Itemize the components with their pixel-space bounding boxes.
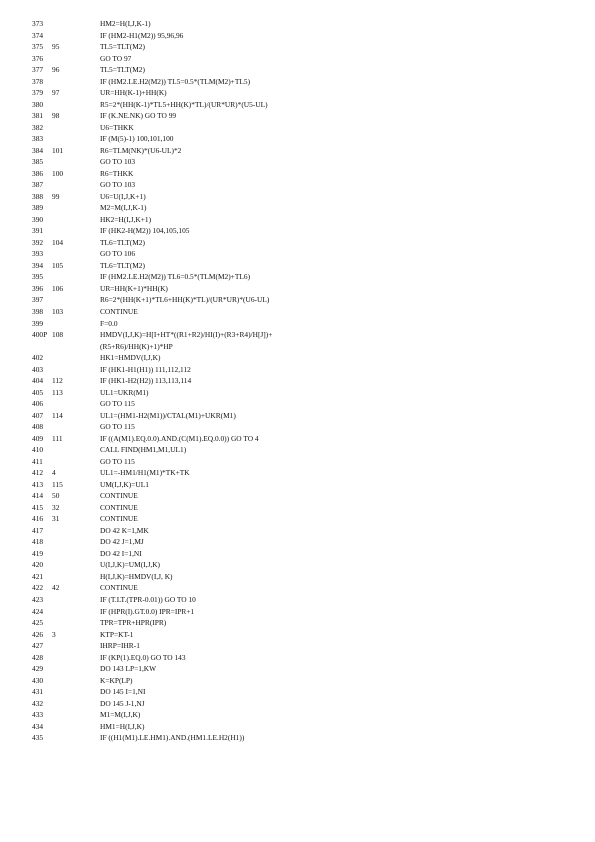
line-number: 375 xyxy=(32,42,44,52)
statement-label: 31 xyxy=(52,514,60,524)
line-number: 402 xyxy=(32,353,44,363)
statement-text: UR=HH(K-1)+HH(K) xyxy=(100,88,167,98)
line-number: 385 xyxy=(32,157,44,167)
statement-text: DO 42 J=1,MJ xyxy=(100,537,144,547)
line-number: 395 xyxy=(32,272,44,282)
statement-text: M2=M(I,J,K-1) xyxy=(100,203,147,213)
code-line xyxy=(0,732,595,743)
code-line xyxy=(0,433,595,444)
statement-label: 98 xyxy=(52,111,60,121)
code-line xyxy=(0,122,595,133)
code-line xyxy=(0,513,595,524)
code-line xyxy=(0,421,595,432)
statement-text: CONTINUE xyxy=(100,514,138,524)
statement-text: GO TO 115 xyxy=(100,456,135,466)
line-number: 400P xyxy=(32,330,48,340)
statement-text: GO TO 115 xyxy=(100,422,135,432)
code-line xyxy=(0,294,595,305)
line-number: 390 xyxy=(32,214,44,224)
statement-label: 106 xyxy=(52,283,64,293)
code-line xyxy=(0,76,595,87)
code-line xyxy=(0,559,595,570)
statement-text: R6=2*(HH(K+1)*TL6+HH(K)*TL)/(UR*UR)*(U6-UL) xyxy=(100,295,270,305)
code-line xyxy=(0,456,595,467)
code-line xyxy=(0,698,595,709)
line-number: 428 xyxy=(32,652,44,662)
code-line xyxy=(0,64,595,75)
line-number: 423 xyxy=(32,595,44,604)
statement-label: 100 xyxy=(52,168,64,178)
line-number: 424 xyxy=(32,606,44,616)
line-number: 386 xyxy=(32,168,44,178)
statement-text: HM1=H(I,J,K) xyxy=(100,721,145,731)
statement-label: 113 xyxy=(52,387,63,397)
code-line xyxy=(0,617,595,628)
code-line xyxy=(0,99,595,110)
statement-text: M1=M(I,J,K) xyxy=(100,710,141,720)
code-line xyxy=(0,502,595,513)
line-number: 415 xyxy=(32,502,44,512)
statement-text: IF (M(5)-1) 100,101,100 xyxy=(100,134,174,144)
statement-text: IF (HM2.LE.H2(M2)) TL5=0.5*(TLM(M2)+TL5) xyxy=(100,76,251,86)
line-number: 412 xyxy=(32,468,44,478)
statement-text: R5=2*(HH(K-1)*TL5+HH(K)*TL)/(UR*UR)*(U5-UL) xyxy=(100,99,268,109)
line-number: 421 xyxy=(32,571,44,581)
statement-text: HK2=H(I,J,K+1) xyxy=(100,214,152,224)
line-number: 397 xyxy=(32,295,44,305)
statement-text: UL1=-HM1/H1(M1)*TK+TK xyxy=(100,468,190,478)
statement-text: R6=TLM(NK)*(U6-UL)*2 xyxy=(100,145,182,155)
line-number: 429 xyxy=(32,664,44,674)
code-line xyxy=(0,248,595,259)
statement-label: 101 xyxy=(52,145,64,155)
code-line xyxy=(0,686,595,697)
statement-text: IF (HK2-H(M2)) 104,105,105 xyxy=(100,226,190,236)
line-number: 383 xyxy=(32,134,44,144)
statement-text: HK1=HMDV(I,J,K) xyxy=(100,353,161,363)
statement-text: DO 42 I=1,NI xyxy=(100,548,142,558)
statement-text: GO TO 97 xyxy=(100,53,132,63)
line-number: 392 xyxy=(32,237,44,247)
line-number: 387 xyxy=(32,180,44,190)
code-line xyxy=(0,548,595,559)
statement-text: GO TO 103 xyxy=(100,157,136,167)
statement-label: 112 xyxy=(52,376,63,386)
code-line xyxy=(0,721,595,732)
statement-label: 50 xyxy=(52,491,60,501)
statement-text: U6=U(I,J,K+1) xyxy=(100,191,146,201)
line-number: 410 xyxy=(32,445,44,455)
statement-label: 104 xyxy=(52,237,64,247)
line-number: 377 xyxy=(32,65,44,75)
code-line xyxy=(0,191,595,202)
line-number: 416 xyxy=(32,514,44,524)
statement-label: 97 xyxy=(52,88,60,98)
code-line xyxy=(0,202,595,213)
statement-text: IF (HM2-H1(M2)) 95,96,96 xyxy=(100,30,184,40)
line-number: 420 xyxy=(32,560,44,570)
statement-text: CONTINUE xyxy=(100,307,138,316)
code-line xyxy=(0,652,595,663)
statement-text: GO TO 103 xyxy=(100,180,136,190)
statement-label: 114 xyxy=(52,410,63,420)
code-line xyxy=(0,709,595,720)
code-line xyxy=(0,341,595,352)
code-line xyxy=(0,640,595,651)
line-number: 431 xyxy=(32,687,44,697)
statement-text: IHRP=IHR-1 xyxy=(100,641,140,651)
code-line xyxy=(0,110,595,121)
code-line xyxy=(0,53,595,64)
line-number: 379 xyxy=(32,88,44,98)
statement-label: 96 xyxy=(52,65,60,75)
statement-label: 99 xyxy=(52,191,60,201)
code-line xyxy=(0,329,595,340)
line-number: 373 xyxy=(32,19,44,28)
statement-text: F=0.0 xyxy=(100,318,118,328)
code-line xyxy=(0,87,595,98)
line-number: 408 xyxy=(32,422,44,432)
line-number: 374 xyxy=(32,30,44,40)
statement-text: CALL FIND(HM1,M1,UL1) xyxy=(100,445,187,455)
code-line xyxy=(0,318,595,329)
code-line xyxy=(0,306,595,317)
code-line xyxy=(0,145,595,156)
line-number: 404 xyxy=(32,376,44,386)
statement-text: UL1=(HM1-H2(M1))/CTAL(M1)+UKR(M1) xyxy=(100,410,236,420)
line-number: 411 xyxy=(32,456,43,466)
line-number: 388 xyxy=(32,191,44,201)
line-number: 381 xyxy=(32,111,44,121)
statement-label: 95 xyxy=(52,42,60,52)
statement-text: IF ((H1(M1).LE.HM1).AND.(HM1.LE.H2(H1)) xyxy=(100,733,245,743)
code-line xyxy=(0,375,595,386)
code-line xyxy=(0,364,595,375)
line-number: 422 xyxy=(32,583,44,593)
statement-label: 3 xyxy=(52,629,56,639)
code-line xyxy=(0,536,595,547)
code-line xyxy=(0,41,595,52)
statement-text: IF (HPR(I).GT.0.0) IPR=IPR+1 xyxy=(100,606,195,616)
code-line xyxy=(0,467,595,478)
line-number: 430 xyxy=(32,675,44,685)
code-line xyxy=(0,168,595,179)
code-line xyxy=(0,398,595,409)
line-number: 391 xyxy=(32,226,44,236)
statement-text: UL1=UKR(M1) xyxy=(100,387,149,397)
line-number: 406 xyxy=(32,399,44,409)
statement-text: UM(I,J,K)=UL1 xyxy=(100,479,149,489)
code-line xyxy=(0,594,595,605)
statement-text: U6=THKK xyxy=(100,122,134,132)
statement-text: KTP=KT-1 xyxy=(100,629,134,639)
statement-text: R6=THKK xyxy=(100,168,134,178)
line-number: 418 xyxy=(32,537,44,547)
statement-text: TL5=TLT(M2) xyxy=(100,42,145,52)
code-line xyxy=(0,283,595,294)
line-number: 419 xyxy=(32,548,44,558)
line-number: 399 xyxy=(32,318,44,328)
line-number: 432 xyxy=(32,698,44,708)
line-number: 403 xyxy=(32,364,44,374)
statement-text: (R5+R6)/HH(K)+1)*HP xyxy=(100,341,173,351)
line-number: 393 xyxy=(32,249,44,259)
line-number: 427 xyxy=(32,641,44,651)
statement-label: 42 xyxy=(52,583,60,593)
code-line xyxy=(0,237,595,248)
code-line xyxy=(0,179,595,190)
statement-text: CONTINUE xyxy=(100,502,138,512)
line-number: 426 xyxy=(32,629,44,639)
line-number: 414 xyxy=(32,491,44,501)
line-number: 425 xyxy=(32,618,44,628)
code-line xyxy=(0,271,595,282)
statement-label: 4 xyxy=(52,468,56,478)
line-number: 378 xyxy=(32,76,44,86)
line-number: 394 xyxy=(32,260,44,270)
statement-label: 115 xyxy=(52,479,63,489)
statement-text: GO TO 106 xyxy=(100,249,136,259)
statement-text: IF (K.NE.NK) GO TO 99 xyxy=(100,111,177,121)
statement-text: DO 145 I=1,NI xyxy=(100,687,146,697)
statement-text: K=KP(LP) xyxy=(100,675,133,685)
code-line xyxy=(0,352,595,363)
statement-label: 32 xyxy=(52,502,60,512)
code-line xyxy=(0,225,595,236)
statement-text: TL5=TLT(M2) xyxy=(100,65,145,75)
code-line xyxy=(0,571,595,582)
code-line xyxy=(0,133,595,144)
code-line xyxy=(0,410,595,421)
line-number: 376 xyxy=(32,53,44,63)
statement-label: 111 xyxy=(52,433,63,443)
statement-text: IF (HM2.LE.H2(M2)) TL6=0.5*(TLM(M2)+TL6) xyxy=(100,272,251,282)
code-line xyxy=(0,675,595,686)
line-number: 413 xyxy=(32,479,44,489)
statement-text: TL6=TLT(M2) xyxy=(100,237,145,247)
code-line xyxy=(0,606,595,617)
line-number: 382 xyxy=(32,122,44,132)
code-line xyxy=(0,663,595,674)
code-line xyxy=(0,525,595,536)
line-number: 405 xyxy=(32,387,44,397)
line-number: 384 xyxy=(32,145,44,155)
statement-text: IF (HK1-H2(H2)) 113,113,114 xyxy=(100,376,192,386)
statement-text: IF (KP(1).EQ.0) GO TO 143 xyxy=(100,652,186,662)
code-line xyxy=(0,18,595,29)
statement-text: CONTINUE xyxy=(100,491,138,501)
statement-text: H(I,J,K)=HMDV(I,J, K) xyxy=(100,571,173,581)
statement-text: TPR=TPR+HPR(IPR) xyxy=(100,618,167,628)
line-number: 398 xyxy=(32,307,44,316)
statement-label: 108 xyxy=(52,330,64,340)
line-number: 380 xyxy=(32,99,44,109)
line-number: 409 xyxy=(32,433,44,443)
line-number: 434 xyxy=(32,721,44,731)
code-line xyxy=(0,444,595,455)
statement-label: 103 xyxy=(52,307,64,316)
statement-text: DO 145 J-1,NJ xyxy=(100,698,145,708)
statement-text: UR=HH(K+1)*HH(K) xyxy=(100,283,168,293)
code-line xyxy=(0,582,595,593)
statement-text: CONTINUE xyxy=(100,583,138,593)
statement-text: IF ((A(M1).EQ.0.0).AND.(C(M1).EQ.0.0)) GO TO 4 xyxy=(100,433,259,443)
code-line xyxy=(0,479,595,490)
statement-text: DO 143 LP=1,KW xyxy=(100,664,157,674)
line-number: 389 xyxy=(32,203,44,213)
code-line xyxy=(0,490,595,501)
statement-text: HMDV(I,J,K)=H[I+HT*((R1+R2)/HI(I)+(R3+R4)/H[J])+ xyxy=(100,330,273,340)
statement-text: IF (HK1-H1(H1)) 111,112,112 xyxy=(100,364,191,374)
line-number: 417 xyxy=(32,525,44,535)
statement-text: TL6=TLT(M2) xyxy=(100,260,145,270)
line-number: 407 xyxy=(32,410,44,420)
statement-label: 105 xyxy=(52,260,64,270)
code-line xyxy=(0,30,595,41)
statement-text: HM2=H(I,J,K-1) xyxy=(100,19,151,28)
statement-text: U(I,J,K)=UM(I,J,K) xyxy=(100,560,160,570)
line-number: 396 xyxy=(32,283,44,293)
statement-text: IF (T.LT.(TPR-0.01)) GO TO 10 xyxy=(100,595,196,604)
line-number: 435 xyxy=(32,733,44,743)
statement-text: GO TO 115 xyxy=(100,399,135,409)
code-line xyxy=(0,156,595,167)
code-line xyxy=(0,214,595,225)
code-line xyxy=(0,260,595,271)
line-number: 433 xyxy=(32,710,44,720)
code-line xyxy=(0,629,595,640)
code-line xyxy=(0,387,595,398)
statement-text: DO 42 K=1,MK xyxy=(100,525,149,535)
